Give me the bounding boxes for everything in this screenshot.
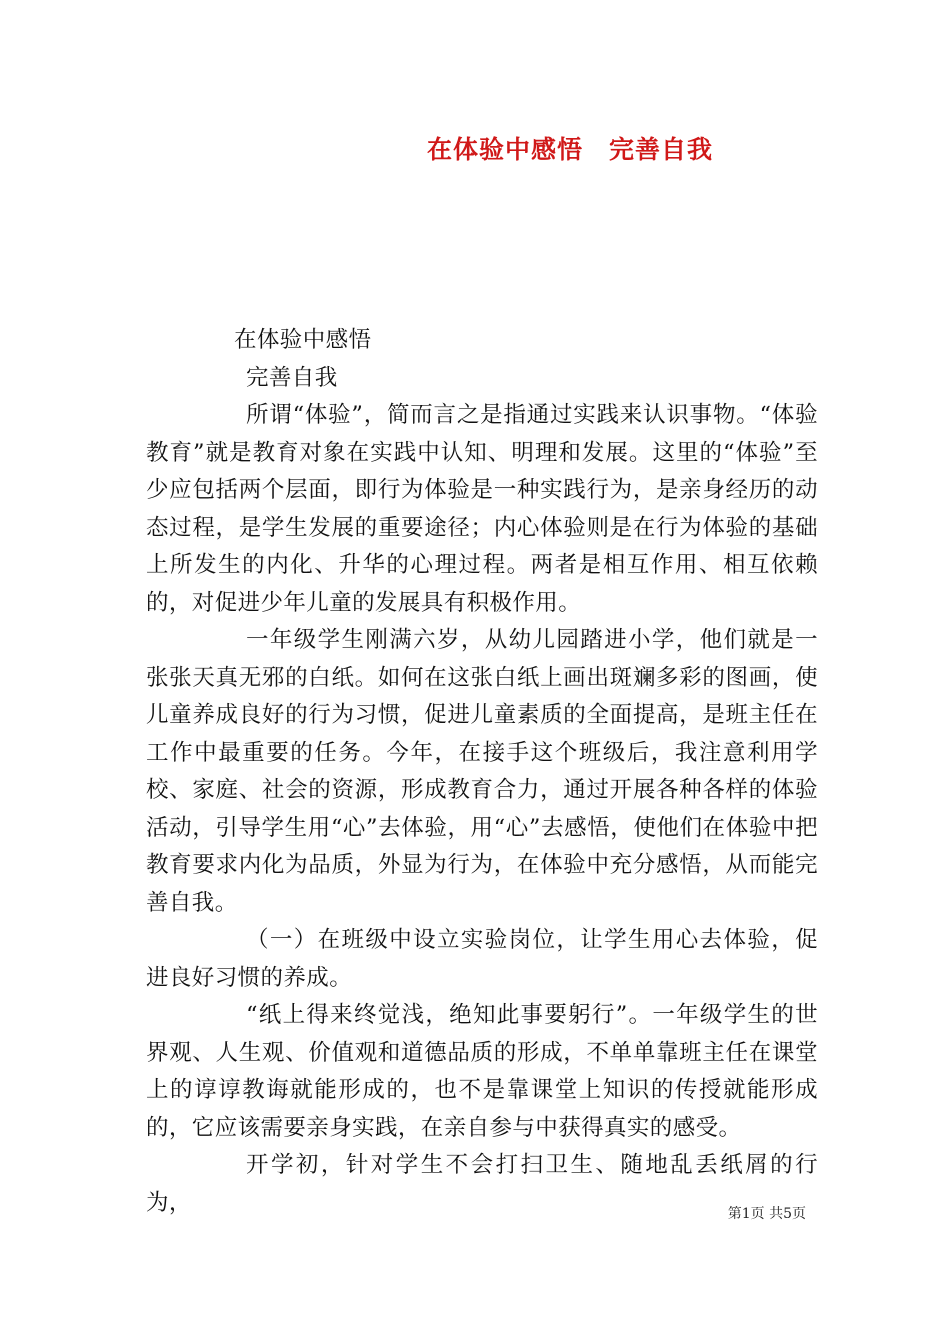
subtitle-line-1: 在体验中感悟 bbox=[234, 327, 372, 353]
document-body bbox=[146, 322, 818, 1222]
section-heading: （一）在班级中设立实验岗位，让学生用心去体验，促进良好习惯的养成。 bbox=[146, 927, 818, 991]
paragraph: 开学初，针对学生不会打扫卫生、随地乱丢纸屑的行为， bbox=[146, 1152, 818, 1216]
document-title: 在体验中感悟 完善自我 bbox=[426, 135, 713, 164]
paragraph: 一年级学生刚满六岁，从幼儿园踏进小学，他们就是一张张天真无邪的白纸。如何在这张白纸上画出斑斓多彩的图画，使儿童养成良好的行为习惯，促进儿童素质的全面提高，是班主任在工作中最重要的任务。今年，在接手这个班级后，我注意利用学校、家庭、社会的资源，形成教育合力，通过开展各种各样的体验活动，引导学生用“心”去体验，用“心”去感悟，使他们在体验中把教育要求内化为品质，外显为行为，在体验中充分感悟，从而能完善自我。 bbox=[146, 627, 818, 916]
subtitle-line-2: 完善自我 bbox=[246, 364, 338, 391]
paragraph: 所谓“体验”，简而言之是指通过实践来认识事物。“体验教育”就是教育对象在实践中认知、明理和发展。这里的“体验”至少应包括两个层面，即行为体验是一种实践行为，是亲身经历的动态过程，是学生发展的重要途径；内心体验则是在行为体验的基础上所发生的内化、升华的心理过程。两者是相互作用、相互依赖的，对促进少年儿童的发展具有积极作用。 bbox=[146, 402, 818, 616]
page-number: 第1页 共5页 bbox=[727, 1206, 806, 1222]
paragraph: “纸上得来终觉浅，绝知此事要躬行”。一年级学生的世界观、人生观、价值观和道德品质的形成，不单单靠班主任在课堂上的谆谆教诲就能形成的，也不是靠课堂上知识的传授就能形成的，它应该需要亲身实践，在亲自参与中获得真实的感受。 bbox=[146, 1002, 818, 1141]
